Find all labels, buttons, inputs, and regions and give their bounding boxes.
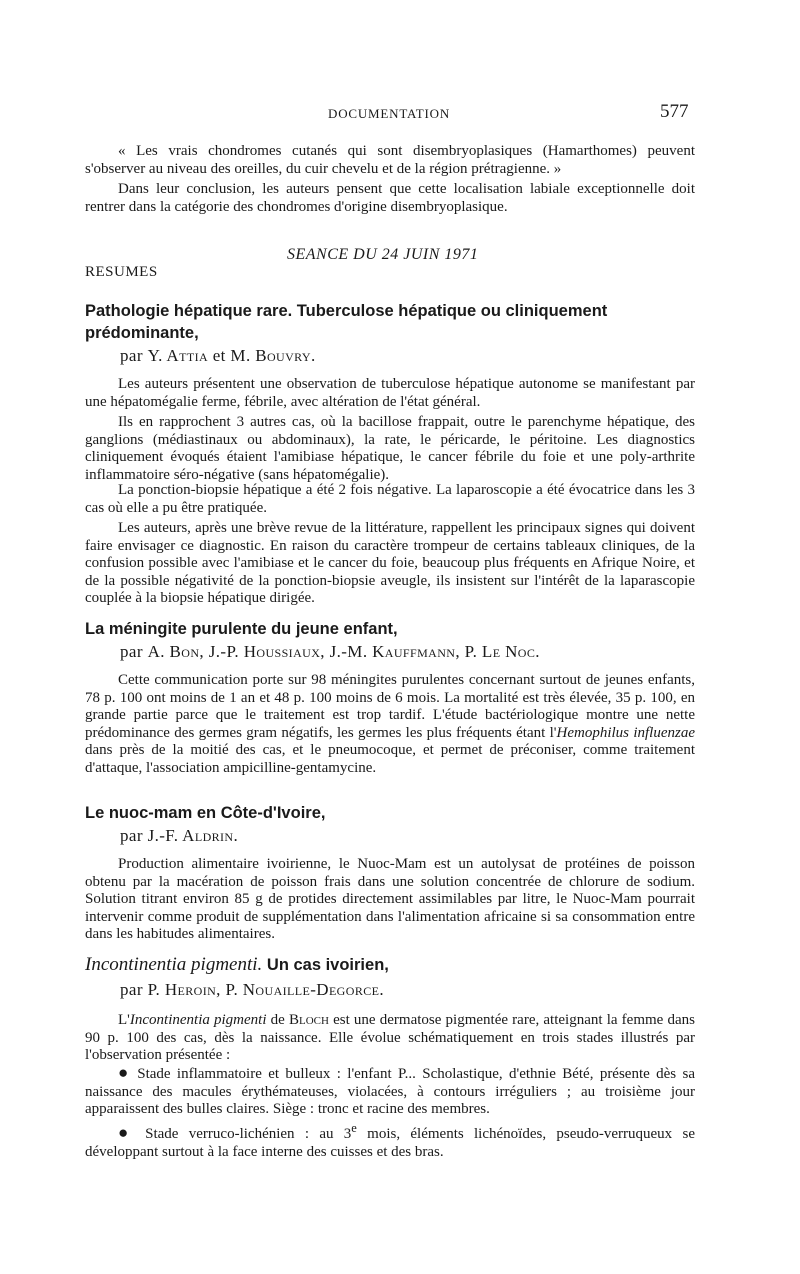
bullet-item-1 [85, 1064, 695, 1119]
byline-par: par [120, 346, 143, 365]
article-1-paragraph-3: La ponction-biopsie hépatique a été 2 fois négative. La laparoscopie a été évocatrice dans les 3 cas où elle a pu être pratiquée. [85, 482, 695, 516]
bullet-icon: ● [118, 1123, 135, 1142]
author-name: Bloch [289, 1012, 329, 1028]
text-segment: Cette communication porte sur 98 méningites purulentes concernant surtout de jeunes enfants, 78 p. 100 ont moins de 1 an et 48 p. 100 moins de 6 mois. La mortalité est très élevée, 35 p. 100, en grande partie parce que le traitement est trop tardif. L'étude bactériologique montre une nette prédominance des germes gram négatifs, les germes les plus fréquents étant l' [85, 672, 695, 741]
byline-et: et [212, 346, 226, 365]
intro-paragraph-1: « Les vrais chondromes cutanés qui sont disembryoplasiques (Hamarthomes) peuvent s'observer au niveau des oreilles, du cuir chevelu et de la région prétragienne. » [85, 143, 695, 177]
article-4-title [85, 954, 695, 976]
byline-par: par [120, 980, 143, 999]
article-3-paragraph-1: Production alimentaire ivoirienne, le Nuoc-Mam est un autolysat de protéines de poisson obtenu par la macération de poisson frais dans une solution concentrée de chlorure de sodium. Solution titrant environ 85 g de protides directement assimilables par litre, le Nuoc-Mam pourrait intervenir comme produit de supplémentation dans l'alimentation africaine si sa consommation entre dans les habitudes alimentaires. [85, 856, 695, 942]
article-1-paragraph-2: Ils en rapprochent 3 autres cas, où la bacillose frappait, outre le parenchyme hépatique, des ganglions (médiastinaux ou abdominaux), la rate, le péricarde, le péritoine. Les diagnostics cliniquement évoqués étaient l'amibiase hépatique, le cancer fébrile du foie et une poly-arthrite inflammatoire séro-négative (sans hépatomégalie). [85, 414, 695, 483]
bullet-icon: ● [118, 1063, 131, 1082]
author-name: Y. Attia [147, 346, 209, 365]
article-1-title: Pathologie hépatique rare. Tuberculose hépatique ou cliniquement prédominante, [85, 302, 608, 342]
article-2-byline [120, 642, 540, 662]
section-heading-resumes: RESUMES [85, 264, 158, 280]
authors: P. Heroin, P. Nouaille-Degorce. [147, 980, 385, 999]
bullet-text: Stade verruco-lichénien : au 3 [145, 1126, 352, 1142]
author-name: J.-F. Aldrin. [147, 826, 239, 845]
article-2-paragraph-1 [85, 672, 695, 777]
article-3-title: Le nuoc-mam en Côte-d'Ivoire, [85, 804, 326, 822]
article-1-paragraph-1: Les auteurs présentent une observation de tuberculose hépatique autonome se manifestant par une hépatomégalie ferme, fébrile, avec altération de l'état général. [85, 376, 695, 410]
species-name: Hemophilus influenzae [556, 724, 695, 741]
disease-name: Incontinentia pigmenti [129, 1012, 267, 1028]
bullet-text: mois, éléments lichénoïdes, pseudo-verruqueux se développant surtout à la face interne des cuisses et des bras. [85, 1126, 695, 1160]
text-segment: de [266, 1012, 289, 1028]
article-4-byline [120, 980, 384, 1000]
title-rest: Un cas ivoirien, [262, 956, 389, 974]
article-4-paragraph-1 [85, 1012, 695, 1065]
bullet-text: Stade inflammatoire et bulleux : l'enfant P... Scholastique, d'ethnie Bété, présente dès sa naissance des macules érythémateuses, violacées, à contours irréguliers ; au troisième jour apparaissent des bulles claires. Siège : tronc et racine des membres. [85, 1066, 695, 1117]
article-3-byline [120, 826, 238, 846]
article-1-byline [120, 346, 316, 366]
byline-par: par [120, 642, 143, 661]
ordinal-suffix: e [351, 1121, 357, 1135]
page-number: 577 [660, 101, 689, 122]
title-italic: Incontinentia pigmenti. [85, 954, 263, 975]
bullet-item-2 [85, 1120, 695, 1161]
authors: A. Bon, J.-P. Houssiaux, J.-M. Kauffmann, P. Le Noc. [147, 642, 540, 661]
byline-par: par [120, 826, 143, 845]
intro-paragraph-2: Dans leur conclusion, les auteurs pensent que cette localisation labiale exceptionnelle doit rentrer dans la catégorie des chondromes d'origine disembryoplasique. [85, 181, 695, 215]
text-segment: L' [118, 1012, 130, 1028]
session-heading: SEANCE DU 24 JUIN 1971 [287, 246, 479, 263]
author-name: M. Bouvry. [230, 346, 316, 365]
text-segment: est une dermatose pigmentée rare, atteignant la femme dans 90 p. 100 des cas, dès la naissance. Elle évolue schématiquement en trois stades illustrés par l'observation présentée : [85, 1012, 695, 1063]
article-2-title: La méningite purulente du jeune enfant, [85, 620, 398, 638]
text-segment: dans près de la moitié des cas, et le pneumocoque, et permet de préconiser, comme traitement d'attaque, l'association ampicilline-gentamycine. [85, 742, 695, 776]
article-1-paragraph-4: Les auteurs, après une brève revue de la littérature, rappellent les principaux signes qui doivent faire envisager ce diagnostic. En raison du caractère trompeur de certains tableaux cliniques, de la confusion possible avec l'amibiase et le cancer du foie, beaucoup plus fréquents en Afrique Noire, et de la possible négativité de la ponction-biopsie aveugle, ils insistent sur l'intérêt de la laparascopie couplée à la biopsie hépatique dirigée. [85, 520, 695, 606]
running-header: DOCUMENTATION [328, 106, 451, 121]
